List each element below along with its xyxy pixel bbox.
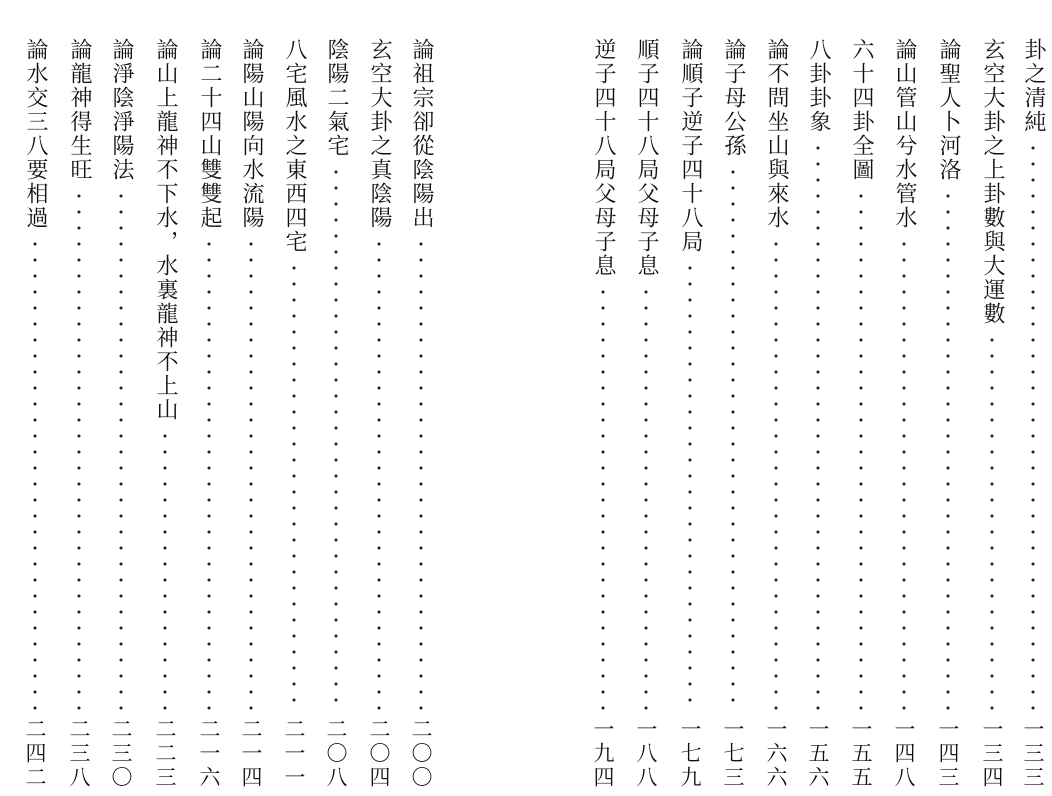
entry-title: 八宅風水之東西四宅 (282, 38, 307, 254)
toc-entry[interactable] (236, 38, 266, 790)
entry-title: 論聖人卜河洛 (936, 38, 961, 182)
entry-title: 順子四十八局父母子息 (634, 38, 659, 278)
entry-title: 六十四卦全圖 (849, 38, 874, 182)
entry-page-number: 一九四 (591, 718, 615, 790)
entry-page-number: 二〇四 (367, 718, 391, 790)
toc-entry[interactable] (364, 38, 394, 790)
dot-leader (946, 188, 950, 710)
entry-title: 八卦卦象 (806, 38, 831, 134)
dot-leader (1031, 140, 1035, 710)
toc-entry[interactable] (977, 38, 1007, 790)
toc-entry[interactable] (106, 38, 136, 790)
toc-entry[interactable] (20, 38, 50, 790)
dot-leader (774, 236, 778, 710)
dot-leader (419, 236, 423, 710)
entry-title: 論山管山兮水管水 (892, 38, 917, 230)
entry-page-number: 二〇〇 (409, 718, 433, 790)
dot-leader (816, 140, 820, 710)
toc-entry[interactable] (1018, 38, 1048, 790)
toc-entry[interactable] (846, 38, 876, 790)
dot-leader (644, 284, 648, 710)
entry-page-number: 一三三 (1021, 718, 1045, 790)
right-page (526, 0, 1052, 796)
entry-page-number: 二〇八 (324, 718, 348, 790)
dot-leader (688, 260, 692, 710)
entry-title: 逆子四十八局父母子息 (591, 38, 616, 278)
dot-leader (249, 236, 253, 710)
entry-page-number: 一五六 (806, 718, 830, 790)
dot-leader (334, 164, 338, 710)
entry-page-number: 二四二 (23, 718, 47, 790)
toc-entry[interactable] (889, 38, 919, 790)
entry-page-number: 一五五 (849, 718, 873, 790)
entry-page-number: 一七三 (721, 718, 745, 790)
entry-title: 玄空大卦之真陰陽 (367, 38, 392, 230)
entry-page-number: 一三四 (980, 718, 1004, 790)
entry-page-number: 一四三 (936, 718, 960, 790)
entry-title: 論陽山陽向水流陽 (239, 38, 264, 230)
dot-leader (292, 260, 296, 710)
dot-leader (859, 188, 863, 710)
dot-leader (902, 236, 906, 710)
entry-page-number: 一四八 (892, 718, 916, 790)
dot-leader (77, 188, 81, 710)
entry-page-number: 二一六 (197, 718, 221, 790)
entry-page-number: 一七九 (678, 718, 702, 790)
dot-leader (163, 428, 167, 710)
toc-entry[interactable] (406, 38, 436, 790)
entry-title: 論淨陰淨陽法 (109, 38, 134, 182)
dot-leader (207, 236, 211, 710)
toc-entry[interactable] (64, 38, 94, 790)
toc-entry[interactable] (718, 38, 748, 790)
toc-entry[interactable] (675, 38, 705, 790)
toc-entry[interactable] (150, 38, 180, 790)
entry-title: 論水交三八要相過 (23, 38, 48, 230)
entry-page-number: 二一一 (282, 718, 306, 790)
entry-page-number: 二二三 (153, 718, 177, 790)
toc-entry[interactable] (588, 38, 618, 790)
dot-leader (119, 188, 123, 710)
toc-entry[interactable] (279, 38, 309, 790)
toc-entry[interactable] (761, 38, 791, 790)
toc-entry[interactable] (933, 38, 963, 790)
entry-page-number: 二一四 (239, 718, 263, 790)
entry-title: 論祖宗卻從陰陽出 (409, 38, 434, 230)
entry-title: 論子母公孫 (721, 38, 746, 158)
toc-entry[interactable] (631, 38, 661, 790)
toc-entry[interactable] (321, 38, 351, 790)
entry-title: 論順子逆子四十八局 (678, 38, 703, 254)
entry-title: 論山上龍神不下水，水裏龍神不上山 (153, 38, 178, 422)
entry-page-number: 二三〇 (109, 718, 133, 790)
dot-leader (601, 284, 605, 710)
dot-leader (731, 164, 735, 710)
entry-title: 陰陽二氣宅 (324, 38, 349, 158)
entry-title: 論二十四山雙雙起 (197, 38, 222, 230)
toc-entry[interactable] (803, 38, 833, 790)
entry-page-number: 二三八 (67, 718, 91, 790)
entry-title: 論龍神得生旺 (67, 38, 92, 182)
dot-leader (377, 236, 381, 710)
entry-title: 玄空大卦之上卦數與大運數 (980, 38, 1005, 326)
entry-page-number: 一八八 (634, 718, 658, 790)
toc-entry[interactable] (194, 38, 224, 790)
dot-leader (990, 332, 994, 710)
dot-leader (33, 236, 37, 710)
entry-title: 論不問坐山與來水 (764, 38, 789, 230)
entry-title: 卦之清純 (1021, 38, 1046, 134)
entry-page-number: 一六六 (764, 718, 788, 790)
